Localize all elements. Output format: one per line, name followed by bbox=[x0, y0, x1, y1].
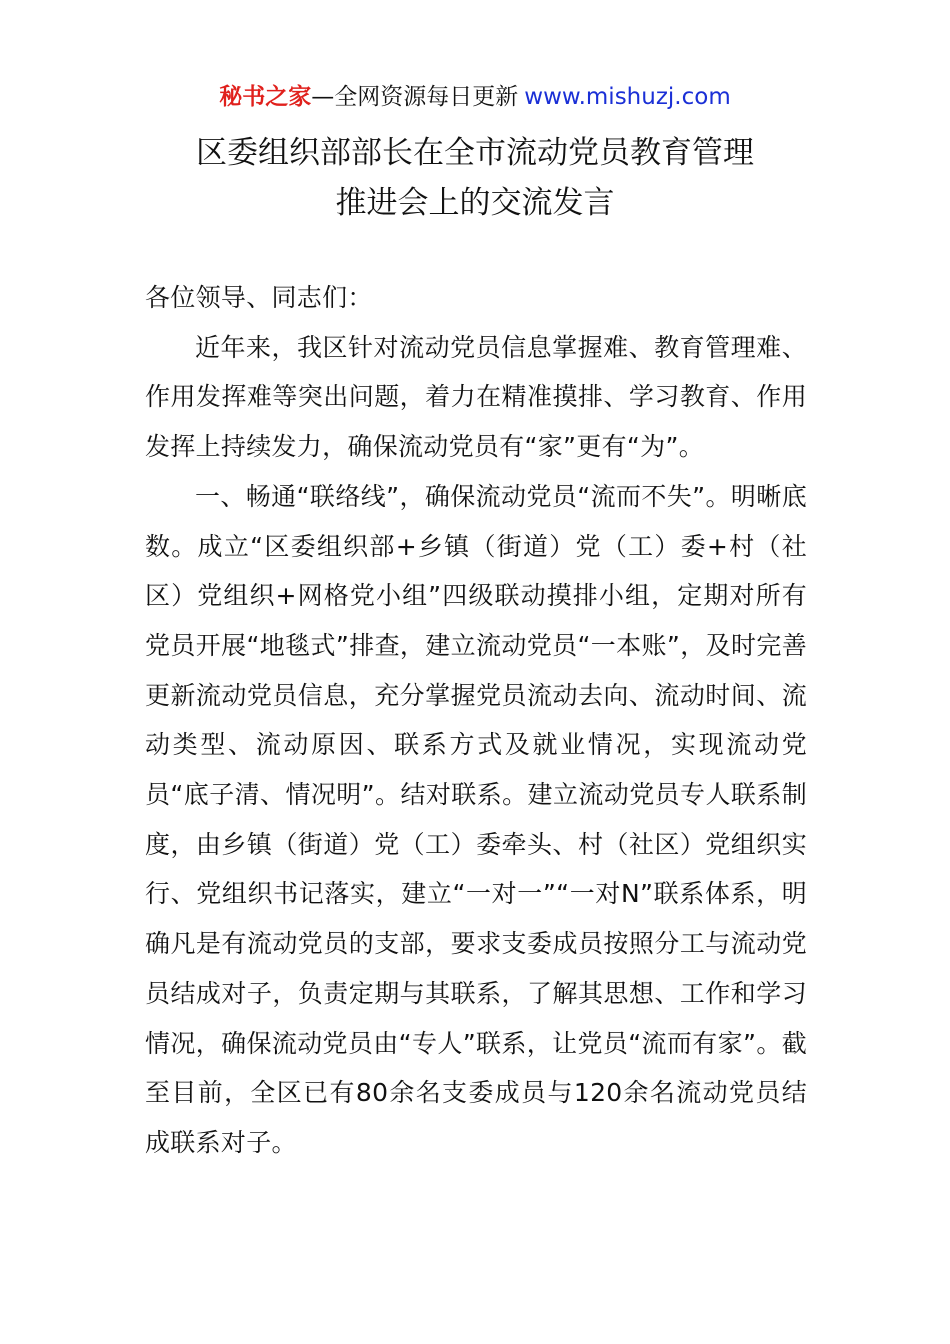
site-url-link[interactable]: www.mishuzj.com bbox=[524, 84, 731, 110]
title-line-1: 区委组织部部长在全市流动党员教育管理 bbox=[196, 135, 754, 171]
salutation: 各位领导、同志们： bbox=[145, 283, 373, 312]
paragraph-intro: 近年来，我区针对流动党员信息掌握难、教育管理难、作用发挥难等突出问题，着力在精准摸排、学习教育、作用发挥上持续发力，确保流动党员有“家”更有“为”。 bbox=[145, 332, 807, 462]
document-title bbox=[0, 128, 950, 228]
document-body bbox=[145, 273, 807, 1168]
site-brand: 秘书之家 bbox=[219, 84, 312, 110]
title-line-2: 推进会上的交流发言 bbox=[335, 185, 615, 221]
site-header bbox=[0, 82, 950, 112]
paragraph-section-1: 一、畅通“联络线”，确保流动党员“流而不失”。明晰底数。成立“区委组织部+乡镇（街道）党（工）委+村（社区）党组织+网格党小组”四级联动摸排小组，定期对所有党员开展“地毯式”排查，建立流动党员“一本账”，及时完善更新流动党员信息，充分掌握党员流动去向、流动时间、流动类型、流动原因、联系方式及就业情况，实现流动党员“底子清、情况明”。结对联系。建立流动党员专人联系制度，由乡镇（街道）党（工）委牵头、村（社区）党组织实行、党组织书记落实，建立“一对一”“一对N”联系体系，明确凡是有流动党员的支部，要求支委成员按照分工与流动党员结成对子，负责定期与其联系，了解其思想、工作和学习情况，确保流动党员由“专人”联系，让党员“流而有家”。截至目前，全区已有80余名支委成员与120余名流动党员结成联系对子。 bbox=[145, 481, 807, 1157]
site-slogan: —全网资源每日更新 bbox=[311, 84, 519, 110]
